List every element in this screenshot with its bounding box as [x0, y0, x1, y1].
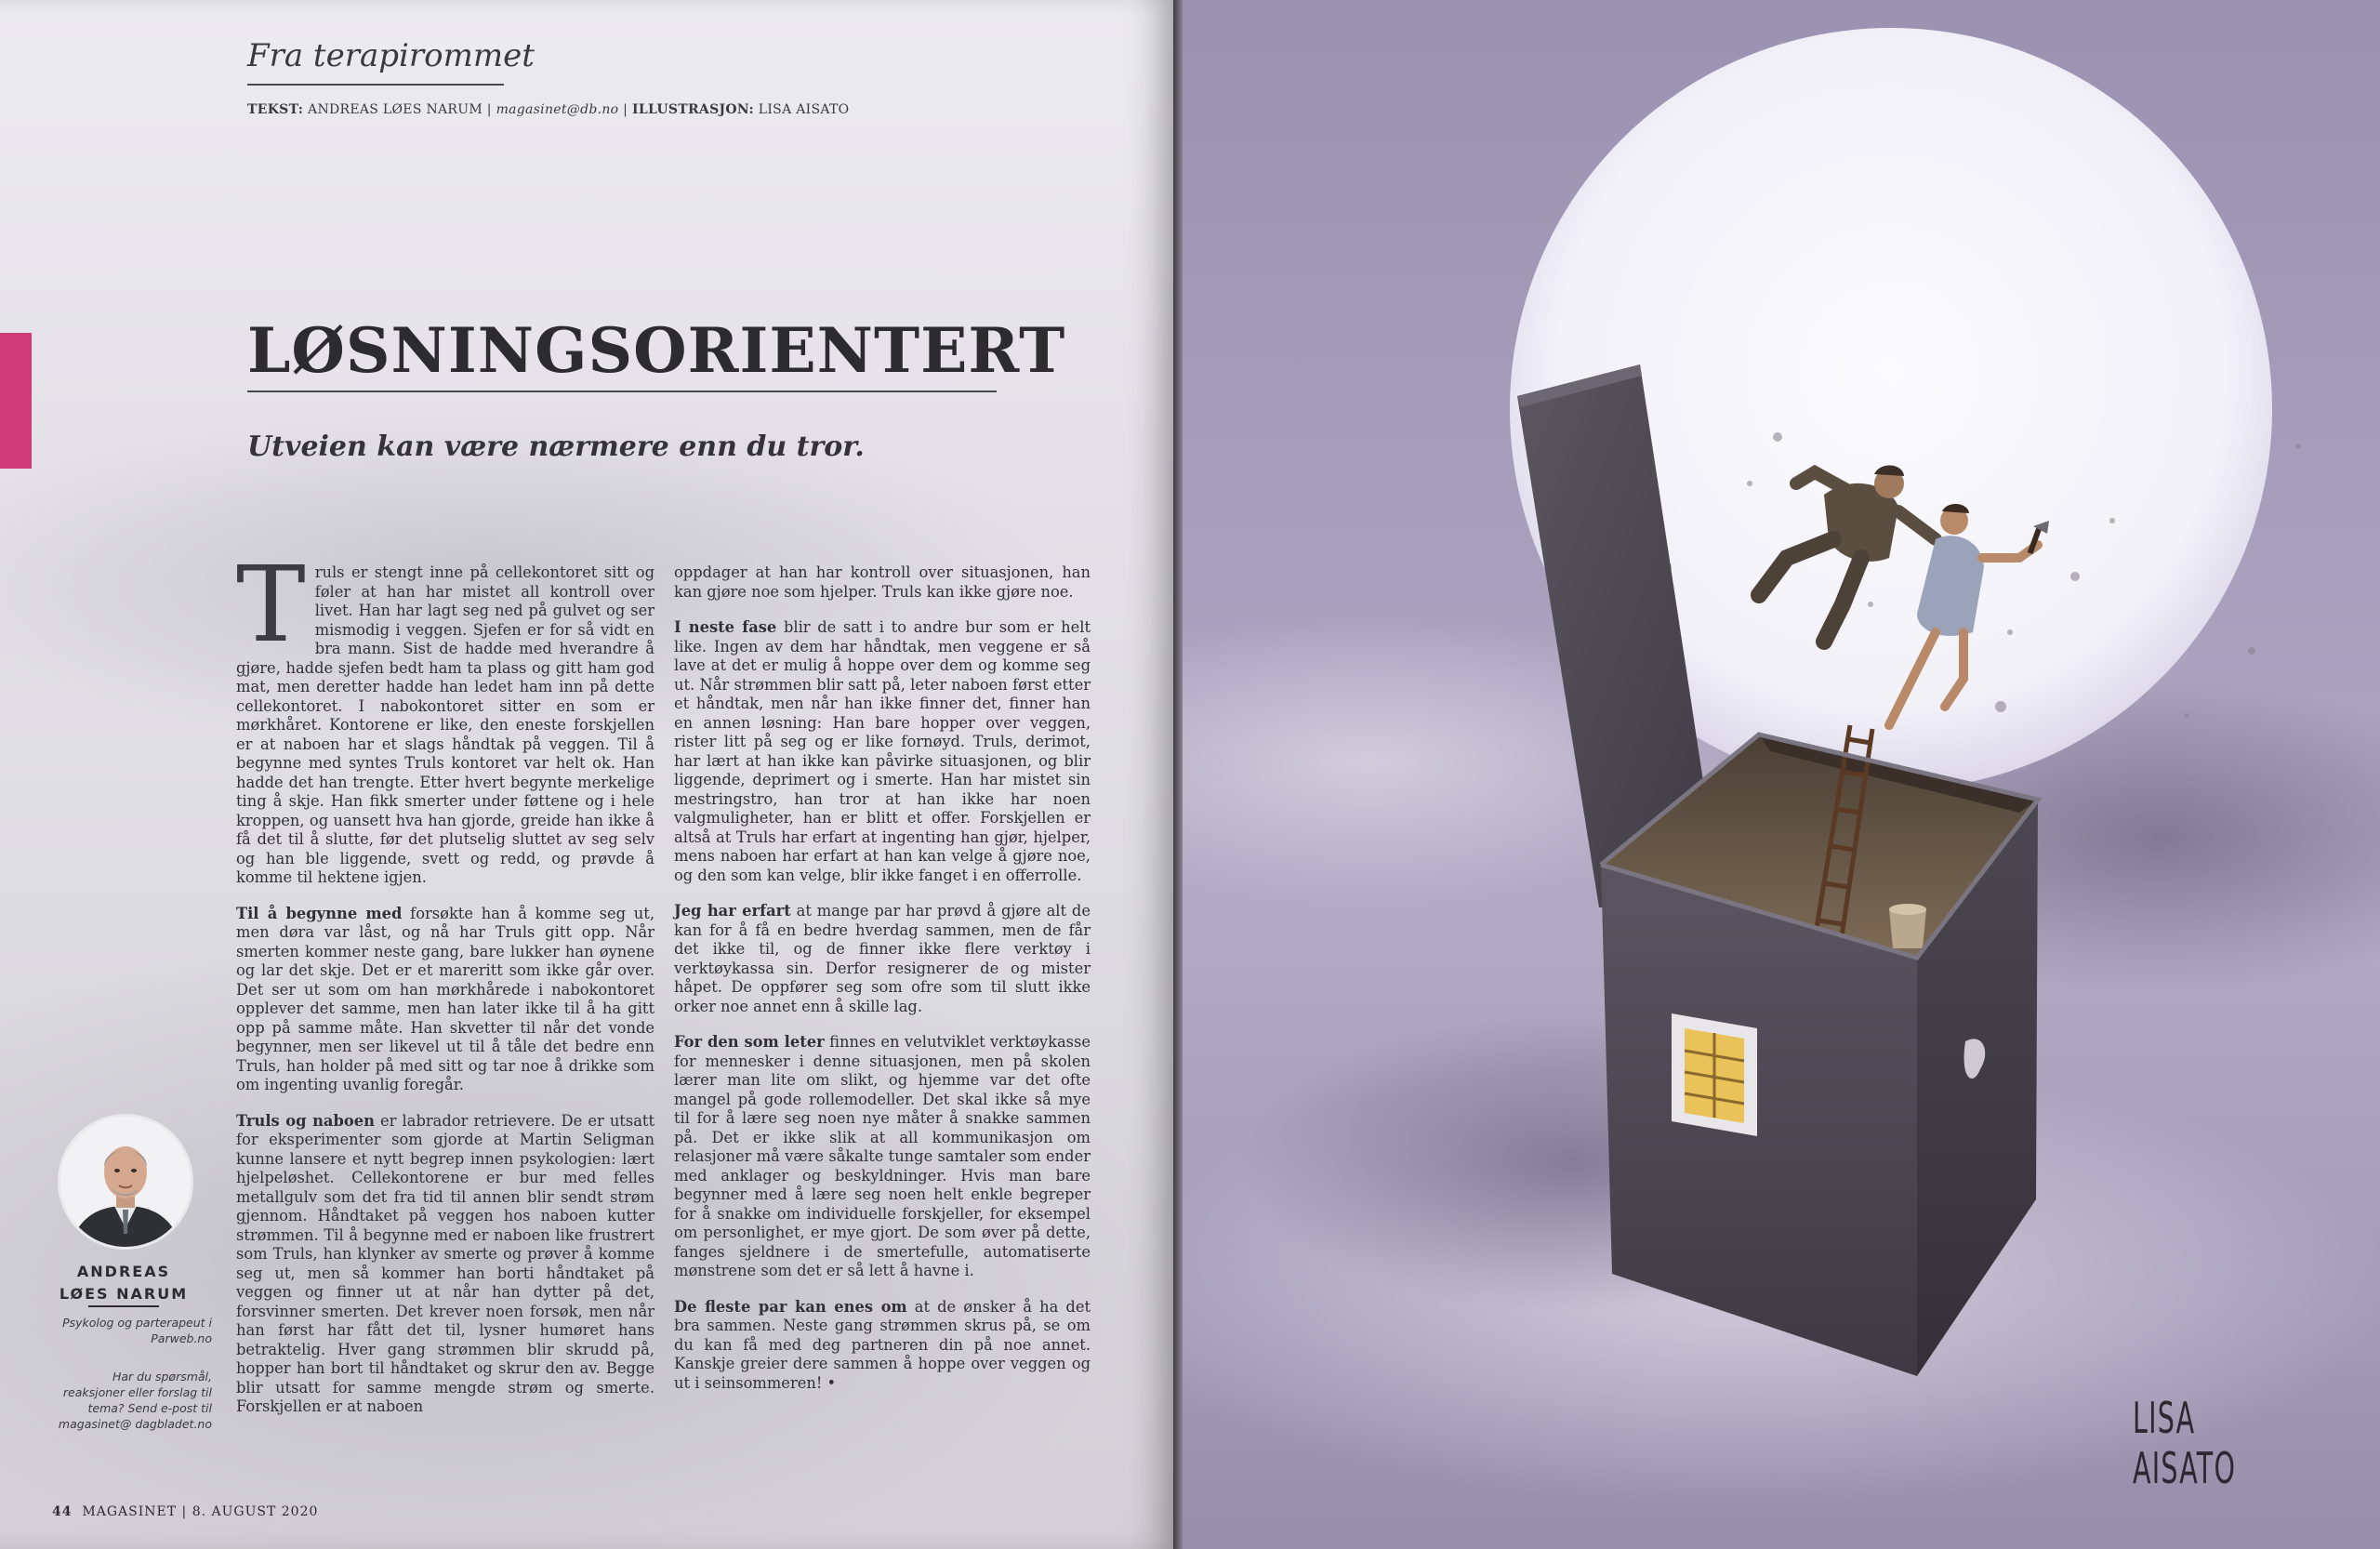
- paragraph-2-text: forsøkte han å komme seg ut, men døra var låst, og nå har Truls gitt opp. Når smerten kommer neste gang, bare lukker han øynene og lar det skje. Det er et mareritt som ikke går over. Det ser ut som om han mørkhårede i nabokontoret opplever det samme, men han later ikke til å ha gitt opp på samme måte. Han skvetter til når det vonde begynner, men ser likevel ut til å tåle det bedre enn Truls, han holder på med sitt og tar noe å drikke som om ingenting uvanlig foregår.: [236, 904, 654, 1093]
- page-number: 44: [52, 1504, 73, 1519]
- paragraph-6-text: at mange par har prøvd å gjøre alt de kan for å få en bedre hverdag sammen, men de får det ikke til, og de finner ikke flere verktøy i verktøykassa sin. Derfor resignerer de og mister håpet. De oppfører seg som ofre som til slutt ikke orker noe annet enn å skille lag.: [674, 902, 1091, 1015]
- box-window: [1672, 1013, 1757, 1136]
- page-footer: [52, 1504, 318, 1519]
- credit-illustrator: LISA AISATO: [758, 102, 850, 117]
- author-name: [54, 1261, 193, 1305]
- page-gutter: [1173, 0, 1183, 1549]
- paragraph-8: [674, 1298, 1091, 1394]
- paragraph-4: [674, 563, 1091, 602]
- section-color-tab: [0, 333, 32, 469]
- headline-rule: [247, 391, 997, 392]
- paragraph-1: [236, 545, 654, 888]
- paragraph-5-lead: I neste fase: [674, 618, 777, 636]
- right-page-illustration: [1183, 0, 2380, 1549]
- issue-date: 8. AUGUST 2020: [192, 1504, 319, 1519]
- author-name-rule: [88, 1305, 159, 1307]
- article-headline: LØSNINGSORIENTERT: [247, 314, 1066, 387]
- paragraph-7-text: finnes en velutviklet verktøykasse for mennesker i denne situasjonen, men på skolen lærer man lite om slikt, og hjemme var det ofte mangel på gode rollemodeller. Det skal ikke så mye til for å lære seg noen nye måter å snakke sammen på. Det er ikke slik at all kommunikasjon om relasjoner må være såkalte tunge samtaler som ender med anklager og beskyldninger. Hvis man bare begynner med å lære seg noen helt enkle begreper for å snakke om individuelle forskjeller, for eksempel om personlighet, er mye gjort. De som øver på dette, fanges sjeldnere i de smertefulle, automatiserte mønstrene som det er så lett å havne i.: [674, 1033, 1091, 1279]
- credit-illustration-label: ILLUSTRASJON:: [631, 102, 754, 117]
- credit-separator: |: [486, 102, 492, 117]
- paragraph-5-text: blir de satt i to andre bur som er helt like. Ingen av dem har håndtak, men veggene er så lave at det er mulig å hoppe over dem og komme seg ut. Når strømmen blir satt på, leter naboen først etter et håndtak, men når han ikke finner det, finner han en annen løsning: Han bare hopper over veggen, rister litt på seg og er like fornøyd. Truls, derimot, har lært at han ikke kan påvirke situasjonen, og blir liggende, deprimert og i smerte. Han har mistet sin mestringstro, han tror at han ikke har noen valgmuligheter, han er blitt et offer. Forskjellen er altså at Truls har erfart at ingenting han gjør, hjelper, mens naboen har erfart at han kan velge å gjøre noe, og den som kan velge, blir ikke fanget i en offerrolle.: [674, 618, 1091, 884]
- paragraph-3-lead: Truls og naboen: [236, 1111, 375, 1130]
- paragraph-6-lead: Jeg har erfart: [674, 902, 791, 920]
- left-page: [0, 0, 1173, 1549]
- author-role: Psykolog og parterapeut i Parweb.no: [62, 1316, 212, 1345]
- cup: [1889, 909, 1926, 948]
- credits-line: [247, 102, 849, 117]
- box-and-moon-illustration: [1183, 0, 2380, 1549]
- paragraph-2: [236, 905, 654, 1095]
- paragraph-8-lead: De fleste par kan enes om: [674, 1297, 907, 1316]
- paragraph-4-text: oppdager at han har kontroll over situasjonen, han kan gjøre noe som hjelper. Truls kan ikke gjøre noe.: [674, 563, 1091, 601]
- paragraph-7-lead: For den som leter: [674, 1033, 825, 1051]
- paragraph-1-text: ruls er stengt inne på cellekontoret sitt og føler at han har mistet all kontroll over livet. Han har lagt seg ned på gulvet og ser mismodig i veggen. Sjefen er for så vidt en bra mann. Sist de hadde med hverandre å gjøre, hadde sjefen bedt ham ta plass og gitt ham god mat, men deretter hadde han ledet ham inn på dette cellekontoret. I nabokontoret sitter en som er mørkhåret. Kontorene er like, den eneste forskjellen er at naboen har et slags håndtak på veggen. Til å begynne med syntes Truls kontoret var helt ok. Han hadde det han trengte. Etter hvert begynte merkelige ting å skje. Han fikk smerter under føttene og i hele kroppen, og uansett hva han gjorde, greide han ikke å få det til å slutte, før det plutselig sluttet av seg selv og han ble liggende, svett og redd, og prøvde å komme til hektene igjen.: [236, 563, 654, 886]
- paragraph-7: [674, 1033, 1091, 1281]
- article-subheadline: Utveien kan være nærmere enn du tror.: [247, 430, 865, 463]
- author-name-line-2: LØES NARUM: [59, 1285, 189, 1303]
- author-portrait-icon: [60, 1117, 191, 1247]
- credit-author: ANDREAS LØES NARUM: [308, 102, 483, 117]
- credit-email: magasinet@db.no: [496, 102, 619, 117]
- author-contact-note: Har du spørsmål, reaksjoner eller forslag til tema? Send e-post til magasinet@ dagbladet.no: [58, 1370, 212, 1431]
- paragraph-6: [674, 902, 1091, 1016]
- publication-name: MAGASINET: [82, 1504, 178, 1519]
- article-column-2: [674, 563, 1091, 1410]
- author-name-line-1: ANDREAS: [76, 1263, 171, 1280]
- paragraph-5: [674, 618, 1091, 885]
- illustrator-signature: LISA AISATO: [2133, 1393, 2237, 1493]
- paragraph-3: [236, 1112, 654, 1417]
- section-rule: [247, 84, 504, 86]
- paragraph-3-text: er labrador retrievere. De er utsatt for eksperimenter som gjorde at Martin Seligman kunne lansere et nytt begrep innen psykologien: lært hjelpeløshet. Cellekontorene er bur med felles metallgulv som det fra tid til annen blir sendt strøm gjennom. Håndtaket på veggen hos naboen kutter strømmen. Til å begynne med er naboen like frustrert som Truls, han klynker av smerte og prøver å komme seg ut, men så kommer han borti håndtaket på veggen og finner ut at når han dytter på det, forsvinner smerten. Det krever noen forsøk, men når han først har fått det til, lysner humøret hans betraktelig. Hver gang strømmen blir skrudd på, hopper han bort til håndtaket og skrur den av. Begge blir utsatt for samme mengde strøm og smerte. Forskjellen er at naboen: [236, 1111, 654, 1415]
- credit-text-label: TEKST:: [247, 102, 304, 117]
- article-column-1: [236, 545, 654, 1434]
- author-photo: [58, 1114, 193, 1250]
- paragraph-2-lead: Til å begynne med: [236, 904, 403, 922]
- section-label: Fra terapirommet: [247, 37, 535, 74]
- credit-separator-2: |: [623, 102, 628, 117]
- paragraph-8-text: at de ønsker å ha det bra sammen. Neste gang strømmen skrus på, se om du kan få med deg partneren din på noe annet. Kanskje greier dere sammen å hoppe over veggen og ut i seinsommeren! •: [674, 1297, 1091, 1392]
- drop-cap: T: [236, 545, 306, 666]
- footer-separator: |: [181, 1504, 188, 1519]
